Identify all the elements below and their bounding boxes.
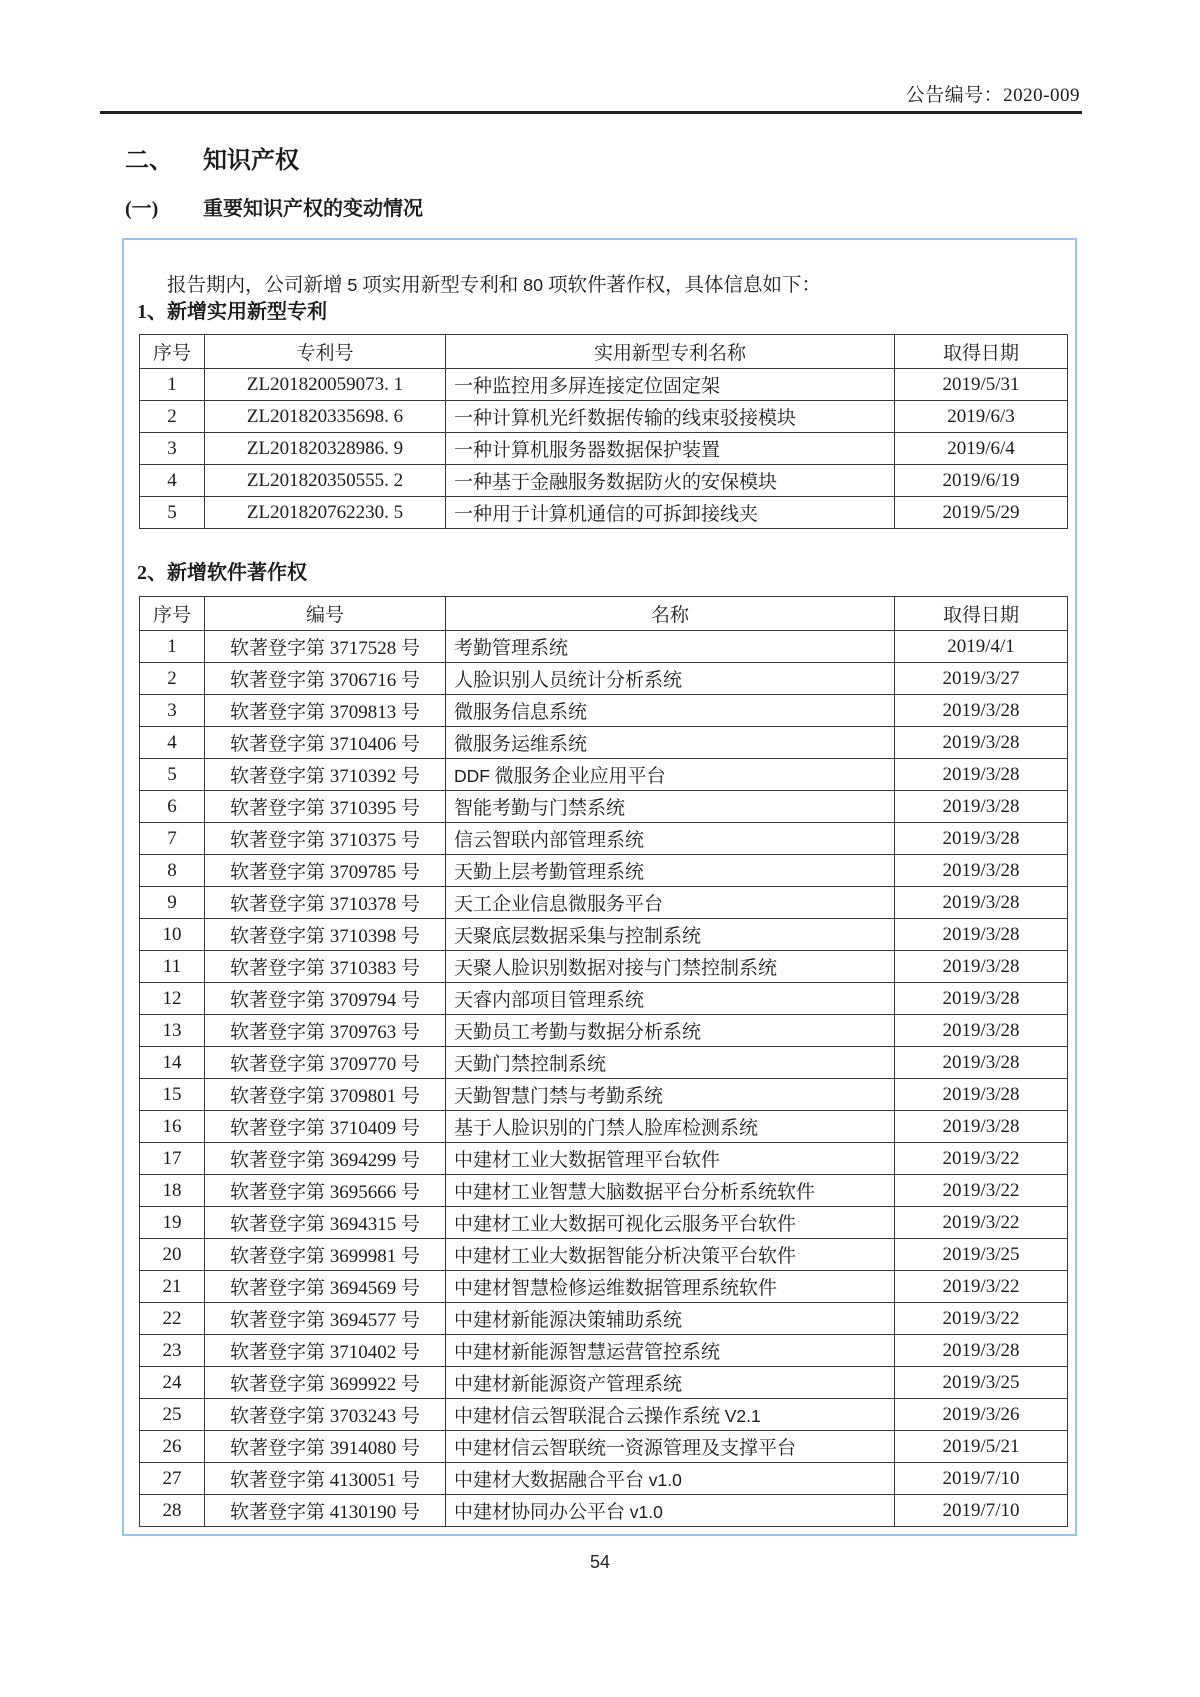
- table-cell: 2019/3/28: [895, 887, 1068, 919]
- table-cell: 软著登字第 3709794 号: [205, 983, 446, 1015]
- section-title: 知识产权: [203, 148, 299, 174]
- table-row: [140, 631, 1068, 663]
- table-cell: 3: [140, 433, 205, 465]
- table-cell: 中建材工业智慧大脑数据平台分析系统软件: [446, 1175, 895, 1207]
- table-cell: 软著登字第 3695666 号: [205, 1175, 446, 1207]
- latin-text: 80: [523, 274, 544, 295]
- intro-paragraph: 报告期内，公司新增 5 项实用新型专利和 80 项软件著作权，具体信息如下：: [167, 274, 821, 296]
- table-row: [140, 791, 1068, 823]
- table-row: [140, 823, 1068, 855]
- table-cell: 2019/3/28: [895, 1015, 1068, 1047]
- table-cell: 2019/3/28: [895, 1111, 1068, 1143]
- table-cell: 软著登字第 3699981 号: [205, 1239, 446, 1271]
- table-cell: 8: [140, 855, 205, 887]
- table-cell: 软著登字第 3717528 号: [205, 631, 446, 663]
- column-header: 取得日期: [895, 335, 1068, 369]
- table-cell: 15: [140, 1079, 205, 1111]
- table-row: [140, 887, 1068, 919]
- table-cell: 软著登字第 3709801 号: [205, 1079, 446, 1111]
- table-row: [140, 663, 1068, 695]
- table-row: [140, 369, 1068, 401]
- table-cell: 一种基于金融服务数据防火的安保模块: [446, 465, 895, 497]
- table-cell: 16: [140, 1111, 205, 1143]
- table-cell: 2019/7/10: [895, 1495, 1068, 1527]
- table-row: [140, 401, 1068, 433]
- table-cell: 2019/3/28: [895, 855, 1068, 887]
- table-cell: 天聚人脸识别数据对接与门禁控制系统: [446, 951, 895, 983]
- table-cell: 2019/3/28: [895, 823, 1068, 855]
- table-cell: 软著登字第 3914080 号: [205, 1431, 446, 1463]
- table-cell: 2019/3/25: [895, 1239, 1068, 1271]
- table-cell: 6: [140, 791, 205, 823]
- table-row: [140, 1239, 1068, 1271]
- table-cell: 软著登字第 3710392 号: [205, 759, 446, 791]
- table-row: [140, 727, 1068, 759]
- table-cell: 一种监控用多屏连接定位固定架: [446, 369, 895, 401]
- table-cell: 27: [140, 1463, 205, 1495]
- section-heading: [125, 140, 299, 175]
- table-cell: 2019/5/21: [895, 1431, 1068, 1463]
- table-cell: 软著登字第 3694577 号: [205, 1303, 446, 1335]
- table-cell: 2019/3/22: [895, 1303, 1068, 1335]
- table-cell: 2019/3/22: [895, 1175, 1068, 1207]
- table-row: [140, 1175, 1068, 1207]
- table-cell: 2019/3/28: [895, 983, 1068, 1015]
- subsection-number: (一): [125, 198, 159, 220]
- table-cell: ZL201820335698. 6: [205, 401, 446, 433]
- table-cell: 考勤管理系统: [446, 631, 895, 663]
- table-cell: 20: [140, 1239, 205, 1271]
- table-cell: ZL201820762230. 5: [205, 497, 446, 529]
- table-cell: 一种计算机光纤数据传输的线束驳接模块: [446, 401, 895, 433]
- table-cell: 2: [140, 401, 205, 433]
- table-cell: 24: [140, 1367, 205, 1399]
- table-cell: 2019/3/22: [895, 1271, 1068, 1303]
- table-row: [140, 1047, 1068, 1079]
- table-cell: 中建材新能源智慧运营管控系统: [446, 1335, 895, 1367]
- table-cell: 信云智联内部管理系统: [446, 823, 895, 855]
- table-row: [140, 1303, 1068, 1335]
- table-cell: 中建材信云智联统一资源管理及支撑平台: [446, 1431, 895, 1463]
- table-cell: 软著登字第 3710402 号: [205, 1335, 446, 1367]
- table-cell: 天聚底层数据采集与控制系统: [446, 919, 895, 951]
- table-row: [140, 695, 1068, 727]
- table-cell: 天勤智慧门禁与考勤系统: [446, 1079, 895, 1111]
- column-header: 编号: [205, 597, 446, 631]
- table-row: [140, 1335, 1068, 1367]
- table-cell: 中建材工业大数据可视化云服务平台软件: [446, 1207, 895, 1239]
- table-cell: 2019/7/10: [895, 1463, 1068, 1495]
- table-cell: 中建材新能源资产管理系统: [446, 1367, 895, 1399]
- patents-heading: 1、新增实用新型专利: [137, 301, 327, 323]
- table-cell: 2019/3/22: [895, 1207, 1068, 1239]
- table-cell: 人脸识别人员统计分析系统: [446, 663, 895, 695]
- table-cell: 28: [140, 1495, 205, 1527]
- table-row: [140, 1207, 1068, 1239]
- patents-table: [139, 334, 1068, 529]
- table-row: [140, 433, 1068, 465]
- table-cell: 软著登字第 3710383 号: [205, 951, 446, 983]
- column-header: 序号: [140, 597, 205, 631]
- column-header: 名称: [446, 597, 895, 631]
- column-header: 实用新型专利名称: [446, 335, 895, 369]
- table-row: [140, 1495, 1068, 1527]
- table-cell: 中建材工业大数据管理平台软件: [446, 1143, 895, 1175]
- table-cell: 微服务运维系统: [446, 727, 895, 759]
- table-cell: 2019/3/28: [895, 727, 1068, 759]
- table-cell: 天睿内部项目管理系统: [446, 983, 895, 1015]
- column-header: 专利号: [205, 335, 446, 369]
- table-cell: 2019/3/28: [895, 1047, 1068, 1079]
- table-cell: 13: [140, 1015, 205, 1047]
- table-cell: 2019/4/1: [895, 631, 1068, 663]
- table-cell: 2019/3/28: [895, 951, 1068, 983]
- table-cell: 软著登字第 3710378 号: [205, 887, 446, 919]
- table-cell: 2019/6/19: [895, 465, 1068, 497]
- table-row: [140, 1367, 1068, 1399]
- table-cell: ZL201820350555. 2: [205, 465, 446, 497]
- table-cell: 2019/5/31: [895, 369, 1068, 401]
- column-header: 取得日期: [895, 597, 1068, 631]
- table-cell: 软著登字第 3709785 号: [205, 855, 446, 887]
- table-cell: 2019/3/25: [895, 1367, 1068, 1399]
- table-cell: 软著登字第 3710398 号: [205, 919, 446, 951]
- table-row: [140, 855, 1068, 887]
- table-row: [140, 1015, 1068, 1047]
- table-cell: 22: [140, 1303, 205, 1335]
- table-cell: 1: [140, 369, 205, 401]
- table-row: [140, 465, 1068, 497]
- table-cell: 5: [140, 759, 205, 791]
- table-cell: 软著登字第 3699922 号: [205, 1367, 446, 1399]
- table-cell: 中建材新能源决策辅助系统: [446, 1303, 895, 1335]
- header-rule: [100, 111, 1082, 114]
- table-cell: 2019/3/28: [895, 759, 1068, 791]
- subsection-heading: [125, 192, 423, 221]
- table-cell: 天勤门禁控制系统: [446, 1047, 895, 1079]
- table-cell: ZL201820328986. 9: [205, 433, 446, 465]
- table-cell: 一种计算机服务器数据保护装置: [446, 433, 895, 465]
- table-cell: 7: [140, 823, 205, 855]
- table-cell: 18: [140, 1175, 205, 1207]
- table-row: [140, 919, 1068, 951]
- table-row: [140, 983, 1068, 1015]
- table-cell: 2019/3/28: [895, 1079, 1068, 1111]
- table-cell: 软著登字第 4130051 号: [205, 1463, 446, 1495]
- table-cell: 中建材智慧检修运维数据管理系统软件: [446, 1271, 895, 1303]
- table-cell: 软著登字第 3710395 号: [205, 791, 446, 823]
- table-row: [140, 1271, 1068, 1303]
- table-cell: 天工企业信息微服务平台: [446, 887, 895, 919]
- table-cell: 2019/6/4: [895, 433, 1068, 465]
- table-cell: DDF 微服务企业应用平台: [446, 759, 895, 791]
- table-row: [140, 1463, 1068, 1495]
- latin-text: v1.0: [629, 1502, 663, 1522]
- table-cell: 2: [140, 663, 205, 695]
- column-header: 序号: [140, 335, 205, 369]
- copyrights-table: [139, 596, 1068, 1527]
- table-cell: 软著登字第 3694299 号: [205, 1143, 446, 1175]
- patents-header-row: [140, 335, 1068, 369]
- table-cell: 天勤员工考勤与数据分析系统: [446, 1015, 895, 1047]
- table-cell: 软著登字第 3710406 号: [205, 727, 446, 759]
- latin-text: DDF: [454, 766, 490, 786]
- section-number: 二、: [125, 148, 173, 174]
- latin-text: 5: [347, 274, 358, 295]
- table-cell: 软著登字第 3703243 号: [205, 1399, 446, 1431]
- table-cell: 软著登字第 3709770 号: [205, 1047, 446, 1079]
- table-cell: 2019/6/3: [895, 401, 1068, 433]
- table-cell: 19: [140, 1207, 205, 1239]
- doc-number: 公告编号：2020-009: [905, 85, 1080, 106]
- table-cell: 14: [140, 1047, 205, 1079]
- table-cell: 软著登字第 3706716 号: [205, 663, 446, 695]
- table-row: [140, 1079, 1068, 1111]
- table-cell: 2019/3/28: [895, 695, 1068, 727]
- table-cell: 10: [140, 919, 205, 951]
- table-cell: 4: [140, 727, 205, 759]
- table-cell: 26: [140, 1431, 205, 1463]
- table-cell: 中建材协同办公平台 v1.0: [446, 1495, 895, 1527]
- table-row: [140, 951, 1068, 983]
- table-cell: 3: [140, 695, 205, 727]
- table-cell: 21: [140, 1271, 205, 1303]
- table-cell: 一种用于计算机通信的可拆卸接线夹: [446, 497, 895, 529]
- table-cell: 中建材工业大数据智能分析决策平台软件: [446, 1239, 895, 1271]
- table-cell: 微服务信息系统: [446, 695, 895, 727]
- table-cell: 2019/3/22: [895, 1143, 1068, 1175]
- table-cell: 23: [140, 1335, 205, 1367]
- table-cell: 智能考勤与门禁系统: [446, 791, 895, 823]
- table-row: [140, 759, 1068, 791]
- table-cell: 软著登字第 3709763 号: [205, 1015, 446, 1047]
- table-cell: 软著登字第 3709813 号: [205, 695, 446, 727]
- latin-text: v1.0: [648, 1470, 682, 1490]
- table-cell: 2019/3/28: [895, 1335, 1068, 1367]
- table-cell: ZL201820059073. 1: [205, 369, 446, 401]
- table-cell: 2019/3/26: [895, 1399, 1068, 1431]
- table-cell: 2019/3/28: [895, 919, 1068, 951]
- table-cell: 11: [140, 951, 205, 983]
- table-cell: 2019/5/29: [895, 497, 1068, 529]
- table-cell: 4: [140, 465, 205, 497]
- table-cell: 2019/3/28: [895, 791, 1068, 823]
- copyrights-header-row: [140, 597, 1068, 631]
- latin-text: V2.1: [724, 1406, 761, 1426]
- table-row: [140, 1143, 1068, 1175]
- table-cell: 软著登字第 3694569 号: [205, 1271, 446, 1303]
- table-cell: 2019/3/27: [895, 663, 1068, 695]
- table-cell: 中建材信云智联混合云操作系统 V2.1: [446, 1399, 895, 1431]
- content-box: [122, 238, 1077, 1536]
- table-cell: 软著登字第 3710409 号: [205, 1111, 446, 1143]
- subsection-title: 重要知识产权的变动情况: [203, 198, 423, 220]
- table-cell: 25: [140, 1399, 205, 1431]
- table-cell: 天勤上层考勤管理系统: [446, 855, 895, 887]
- table-cell: 中建材大数据融合平台 v1.0: [446, 1463, 895, 1495]
- page-number: 54: [589, 1552, 611, 1572]
- table-cell: 基于人脸识别的门禁人脸库检测系统: [446, 1111, 895, 1143]
- table-row: [140, 1431, 1068, 1463]
- table-cell: 12: [140, 983, 205, 1015]
- table-cell: 软著登字第 3694315 号: [205, 1207, 446, 1239]
- table-cell: 1: [140, 631, 205, 663]
- table-cell: 软著登字第 3710375 号: [205, 823, 446, 855]
- table-cell: 17: [140, 1143, 205, 1175]
- table-row: [140, 1111, 1068, 1143]
- table-row: [140, 497, 1068, 529]
- table-cell: 9: [140, 887, 205, 919]
- table-cell: 软著登字第 4130190 号: [205, 1495, 446, 1527]
- copyrights-heading: 2、新增软件著作权: [137, 562, 307, 584]
- table-row: [140, 1399, 1068, 1431]
- table-cell: 5: [140, 497, 205, 529]
